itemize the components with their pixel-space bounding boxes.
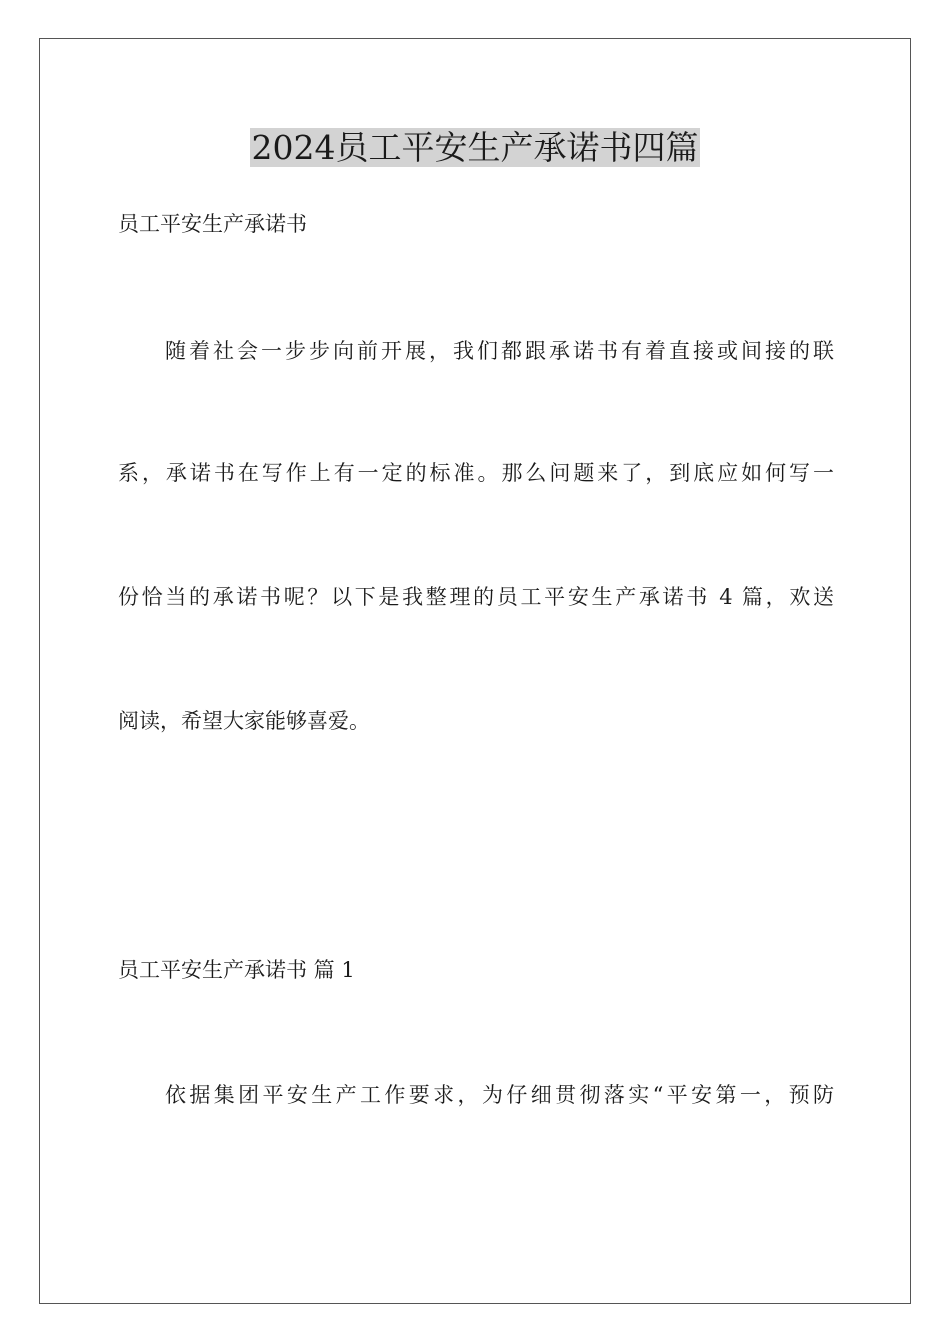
title-highlight: 2024员工平安生产承诺书四篇: [251, 128, 699, 167]
paragraph-line: 依据集团平安生产工作要求，为仔细贯彻落实“平安第一，预防: [165, 1083, 834, 1107]
subheading: 员工平安生产承诺书: [118, 212, 307, 236]
paragraph-line: 阅读，希望大家能够喜爱。: [118, 709, 370, 733]
paragraph-line: 随着社会一步步向前开展，我们都跟承诺书有着直接或间接的联: [165, 339, 834, 363]
section-heading: 员工平安生产承诺书 篇 1: [118, 958, 355, 982]
document-title: [0, 126, 950, 170]
paragraph-line: 系，承诺书在写作上有一定的标准。那么问题来了，到底应如何写一: [118, 461, 834, 485]
paragraph-line: 份恰当的承诺书呢？以下是我整理的员工平安生产承诺书 4 篇，欢送: [118, 585, 834, 609]
